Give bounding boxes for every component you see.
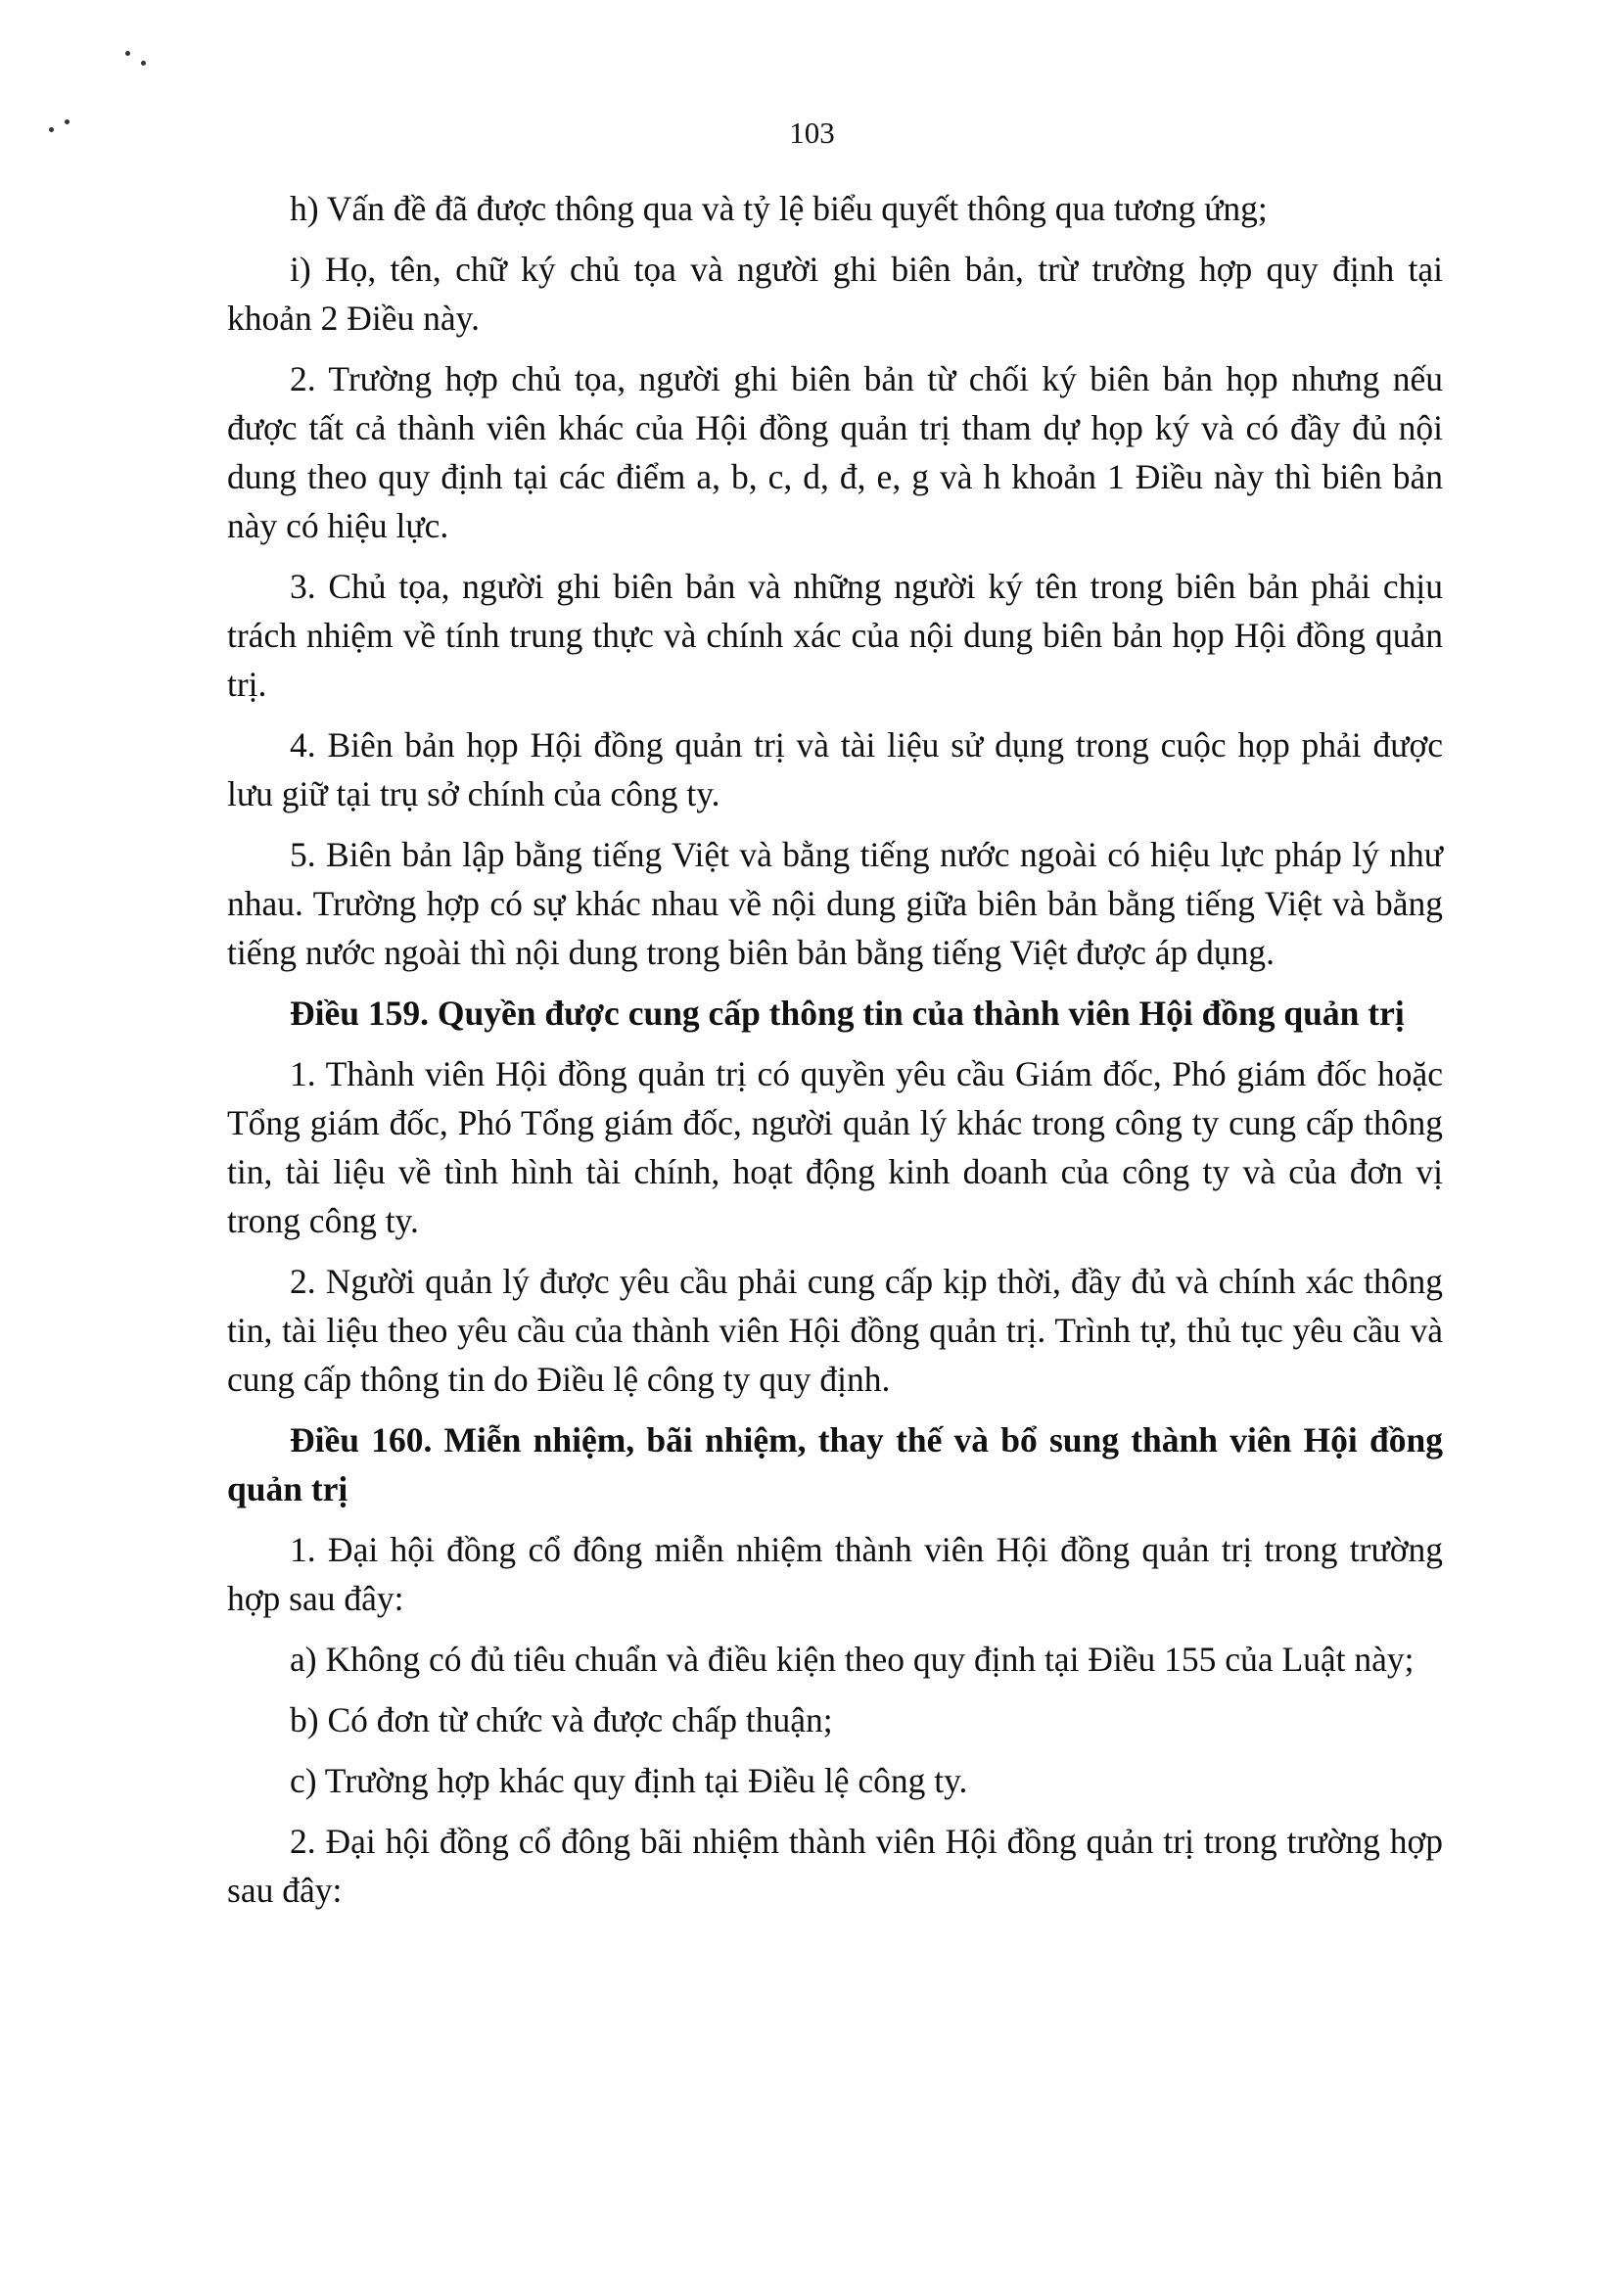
article-160-item-b: b) Có đơn từ chức và được chấp thuận; — [290, 1700, 833, 1739]
paragraph-clause-2: 2. Trường hợp chủ tọa, người ghi biên bản từ chối ký biên bản họp nhưng nếu được tất cả thành viên khác của Hội đồng quản trị tham dự họp ký và có đầy đủ nội dung theo quy định tại các điểm a, b, c, d, đ, e, g và h khoản 1 Điều này thì biên bản này có hiệu lực. — [227, 359, 1443, 545]
article-159-clause-2: 2. Người quản lý được yêu cầu phải cung cấp kịp thời, đầy đủ và chính xác thông tin, tài liệu theo yêu cầu của thành viên Hội đồng quản trị. Trình tự, thủ tục yêu cầu và cung cấp thông tin do Điều lệ công ty quy định. — [227, 1262, 1443, 1399]
document-body — [227, 184, 1443, 1926]
paragraph-clause-3: 3. Chủ tọa, người ghi biên bản và những người ký tên trong biên bản phải chịu trách nhiệm về tính trung thực và chính xác của nội dung biên bản họp Hội đồng quản trị. — [227, 567, 1443, 704]
paragraph-clause-5: 5. Biên bản lập bằng tiếng Việt và bằng tiếng nước ngoài có hiệu lực pháp lý như nhau. Trường hợp có sự khác nhau về nội dung giữa biên bản bằng tiếng Việt và bằng tiếng nước ngoài thì nội dung trong biên bản bằng tiếng Việt được áp dụng. — [227, 835, 1443, 972]
article-160-item-c: c) Trường hợp khác quy định tại Điều lệ công ty. — [290, 1761, 968, 1800]
scan-speck — [125, 51, 130, 56]
page-number: 103 — [789, 116, 835, 150]
article-160-item-a: a) Không có đủ tiêu chuẩn và điều kiện theo quy định tại Điều 155 của Luật này; — [290, 1640, 1415, 1679]
paragraph-clause-4: 4. Biên bản họp Hội đồng quản trị và tài liệu sử dụng trong cuộc họp phải được lưu giữ tại trụ sở chính của công ty. — [227, 725, 1443, 813]
article-160-heading: Điều 160. Miễn nhiệm, bãi nhiệm, thay thế và bổ sung thành viên Hội đồng quản trị — [227, 1420, 1443, 1508]
article-159-clause-1: 1. Thành viên Hội đồng quản trị có quyền yêu cầu Giám đốc, Phó giám đốc hoặc Tổng giám đốc, Phó Tổng giám đốc, người quản lý khác trong công ty cung cấp thông tin, tài liệu về tình hình tài chính, hoạt động kinh doanh của công ty và của đơn vị trong công ty. — [227, 1054, 1443, 1240]
paragraph-item-i: i) Họ, tên, chữ ký chủ tọa và người ghi biên bản, trừ trường hợp quy định tại khoản 2 Điều này. — [227, 250, 1443, 338]
scan-speck — [141, 61, 146, 66]
article-160-clause-2: 2. Đại hội đồng cổ đông bãi nhiệm thành viên Hội đồng quản trị trong trường hợp sau đây: — [227, 1822, 1443, 1910]
article-159-heading: Điều 159. Quyền được cung cấp thông tin của thành viên Hội đồng quản trị — [290, 994, 1405, 1033]
paragraph-item-h: h) Vấn đề đã được thông qua và tỷ lệ biểu quyết thông qua tương ứng; — [290, 189, 1268, 228]
article-160-clause-1: 1. Đại hội đồng cổ đông miễn nhiệm thành viên Hội đồng quản trị trong trường hợp sau đây: — [227, 1530, 1443, 1618]
